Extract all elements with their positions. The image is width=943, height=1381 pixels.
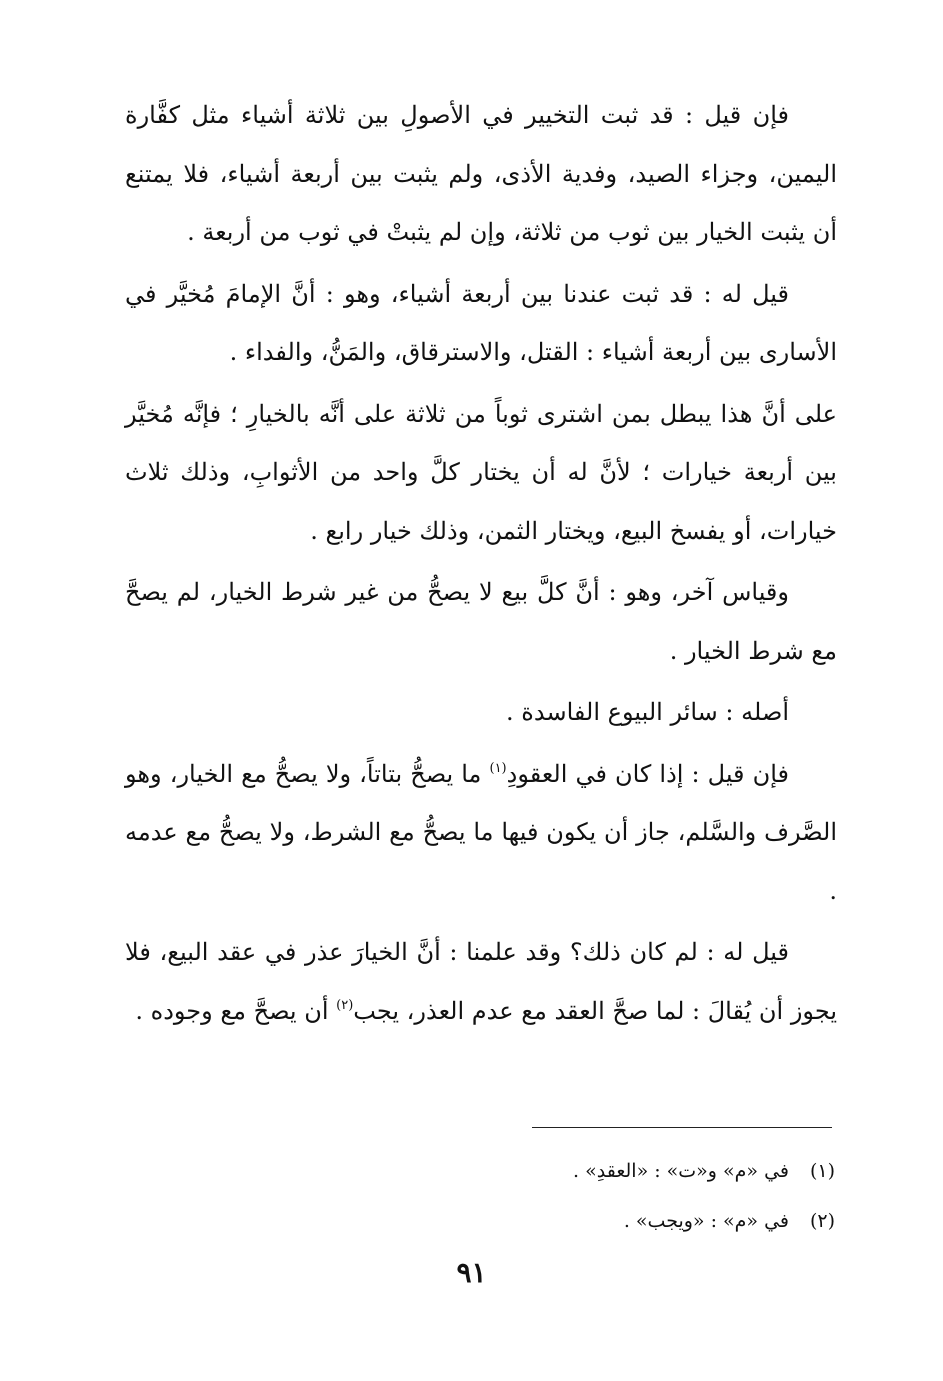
- footnote-2-number: (٢): [809, 1210, 835, 1232]
- main-text: [125, 86, 837, 1043]
- footnote-2: [430, 1196, 835, 1246]
- footnote-marker-2: (٢): [336, 997, 354, 1013]
- paragraph-7: [125, 923, 837, 1040]
- footnotes: [430, 1146, 835, 1246]
- footnote-2-text: في «م» : «ويجب» .: [623, 1210, 789, 1232]
- paragraph-5: أصله : سائر البيوع الفاسدة .: [506, 698, 789, 726]
- paragraph-6: [125, 745, 837, 921]
- footnote-1: [430, 1146, 835, 1196]
- paragraph-4: وقياس آخر، وهو : أنَّ كلَّ بيع لا يصحُّ من غير شرط الخيار، لم يصحَّ مع شرط الخيار .: [125, 578, 837, 665]
- paragraph-6-end: ما يصحُّ بتاتاً، ولا يصحُّ مع الخيار، وهو الصَّرف والسَّلم، جاز أن يكون فيها ما يصحُّ مع الشرط، ولا يصحُّ مع عدمه .: [125, 759, 837, 905]
- paragraph-7-end: أن يصحَّ مع وجوده .: [135, 996, 337, 1025]
- page-number: ٩١: [456, 1256, 487, 1289]
- paragraph-3: على أنَّ هذا يبطل بمن اشترى ثوباً من ثلاثة على أنَّه بالخيارِ ؛ فإنَّه مُخيَّر بين أربعة خيارات ؛ لأنَّ له أن يختار كلَّ واحد من الأثوابِ، وذلك ثلاث خيارات، أو يفسخ البيع، ويختار الثمن، وذلك خيار رابع .: [125, 399, 837, 545]
- paragraph-1: فإن قيل : قد ثبت التخيير في الأصولِ بين ثلاثة أشياء مثل كفَّارة اليمين، وجزاء الصيد، وفدية الأذى، ولم يثبت بين أربعة أشياء، فلا يمتنع أن يثبت الخيار بين ثوب من ثلاثة، وإن لم يثبتْ في ثوب من أربعة .: [125, 101, 837, 246]
- paragraph-2: قيل له : قد ثبت عندنا بين أربعة أشياء، وهو : أنَّ الإمامَ مُخيَّر في الأسارى بين أربعة أشياء : القتل، والاسترقاق، والمَنُّ، والفداء .: [125, 279, 837, 366]
- paragraph-6-start: فإن قيل : إذا كان في العقودِ: [506, 759, 789, 788]
- paragraph-7-start: قيل له : لم كان ذلك؟ وقد علمنا : أنَّ الخيارَ عذر في عقد البيع، فلا يجوز أن يُقالَ : لما صحَّ العقد مع عدم العذر، يجب: [125, 938, 837, 1025]
- footnote-divider: [532, 1127, 832, 1128]
- footnote-1-text: في «م» و«ت» : «العقدِ» .: [573, 1160, 789, 1182]
- footnote-1-number: (١): [809, 1160, 835, 1182]
- footnote-marker-1: (١): [489, 760, 507, 776]
